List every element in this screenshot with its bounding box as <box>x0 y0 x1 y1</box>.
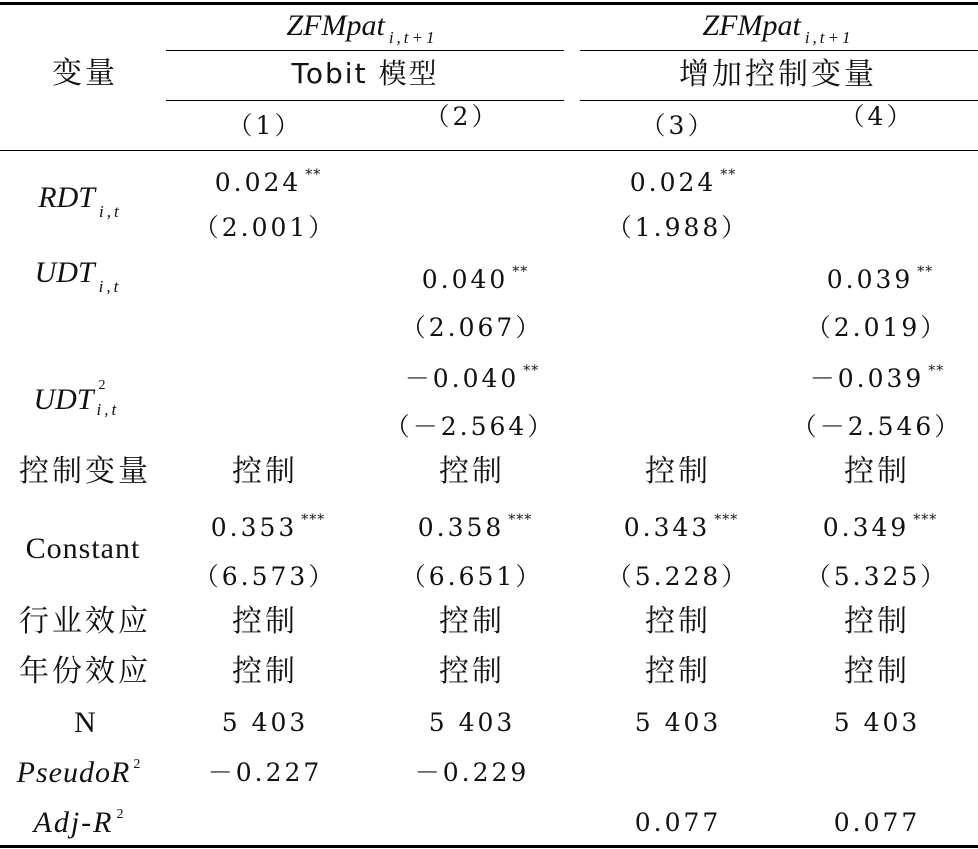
udt-tstat-4: （2.019） <box>805 313 949 342</box>
constant-coef-2: 0.358 *** <box>417 512 533 542</box>
controls-col-4: 控制 <box>844 454 910 489</box>
year-col-3: 控制 <box>645 654 711 689</box>
row-label-constant: Constant <box>25 532 141 565</box>
pseudo-r2-col-2: －0.229 <box>414 758 530 787</box>
controls-col-2: 控制 <box>439 454 505 489</box>
column-header-3: （3） <box>640 111 716 140</box>
industry-col-4: 控制 <box>844 604 910 639</box>
row-label-rdt: RDT i,t <box>38 181 122 221</box>
udt-squared-tstat-2: （－2.564） <box>384 412 556 441</box>
constant-coef-1: 0.353 *** <box>210 512 326 542</box>
dependent-variable-1: ZFMpat i,t+1 <box>286 9 438 47</box>
year-col-4: 控制 <box>844 654 910 689</box>
top-rule <box>0 2 978 5</box>
row-label-pseudo-r2: PseudoR $^2$ <box>16 756 144 789</box>
udt-tstat-2: （2.067） <box>400 313 544 342</box>
column-header-1: （1） <box>227 111 303 140</box>
constant-tstat-1: （6.573） <box>193 562 337 591</box>
industry-col-3: 控制 <box>645 604 711 639</box>
group-rule-1b <box>166 100 564 101</box>
constant-tstat-3: （5.228） <box>606 562 750 591</box>
row-label-adj-r2: Adj-R $^2$ <box>33 806 127 839</box>
constant-tstat-2: （6.651） <box>400 562 544 591</box>
rdt-tstat-1: （2.001） <box>193 213 337 242</box>
row-label-udt-squared: UDT 2 i,t <box>33 378 120 419</box>
constant-coef-3: 0.343 *** <box>623 512 739 542</box>
controls-col-1: 控制 <box>232 454 298 489</box>
rdt-coef-1: 0.024 ** <box>214 167 322 197</box>
group-label-added-controls: 增加控制变量 <box>679 57 877 92</box>
row-label-industry-effects: 行业效应 <box>19 604 151 639</box>
column-header-2: （2） <box>424 102 500 131</box>
row-label-udt: UDT i,t <box>34 256 122 296</box>
udt-squared-coef-2: －0.040 ** <box>404 363 540 393</box>
udt-squared-coef-4: －0.039 ** <box>809 363 945 393</box>
n-col-2: 5 403 <box>428 708 516 737</box>
adj-r2-col-3: 0.077 <box>634 808 722 837</box>
n-col-4: 5 403 <box>833 708 921 737</box>
constant-tstat-4: （5.325） <box>805 562 949 591</box>
row-label-controls: 控制变量 <box>19 454 151 489</box>
year-col-1: 控制 <box>232 654 298 689</box>
industry-col-1: 控制 <box>232 604 298 639</box>
group-rule-2b <box>580 100 978 101</box>
group-rule-1a <box>166 50 564 51</box>
udt-coef-2: 0.040 ** <box>421 264 529 294</box>
group-rule-2a <box>580 50 978 51</box>
header-rule <box>0 150 978 151</box>
pseudo-r2-col-1: －0.227 <box>207 758 323 787</box>
group-label-tobit: Tobit 模型 <box>291 57 439 90</box>
constant-coef-4: 0.349 *** <box>822 512 938 542</box>
year-col-2: 控制 <box>439 654 505 689</box>
row-label-n: N <box>74 706 96 739</box>
controls-col-3: 控制 <box>645 454 711 489</box>
rdt-coef-3: 0.024 ** <box>629 167 737 197</box>
udt-coef-4: 0.039 ** <box>826 264 934 294</box>
n-col-1: 5 403 <box>221 708 309 737</box>
bottom-rule <box>0 845 978 848</box>
column-header-4: （4） <box>839 102 915 131</box>
variable-header: 变量 <box>52 56 118 91</box>
adj-r2-col-4: 0.077 <box>833 808 921 837</box>
dependent-variable-2: ZFMpat i,t+1 <box>702 9 854 47</box>
udt-squared-tstat-4: （－2.546） <box>791 412 963 441</box>
row-label-year-effects: 年份效应 <box>19 654 151 689</box>
industry-col-2: 控制 <box>439 604 505 639</box>
rdt-tstat-3: （1.988） <box>606 213 750 242</box>
n-col-3: 5 403 <box>634 708 722 737</box>
